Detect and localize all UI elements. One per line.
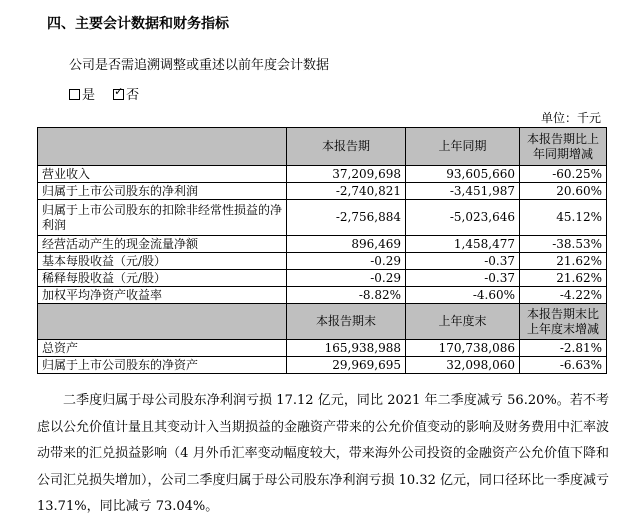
row-current: -8.82% (287, 287, 406, 304)
row-change: 45.12% (520, 200, 607, 236)
table-row (38, 166, 607, 183)
table2-header-prior: 上年度末 (406, 304, 520, 340)
row-current: 896,469 (287, 236, 406, 253)
row-prior: -5,023,646 (406, 200, 520, 236)
table2-header-change: 本报告期末比上年度末增减 (520, 304, 607, 340)
checkbox-unchecked-icon[interactable] (69, 89, 80, 100)
row-label: 基本每股收益（元/股） (38, 253, 287, 270)
row-label: 营业收入 (38, 166, 287, 183)
financial-table (37, 127, 607, 374)
row-label: 加权平均净资产收益率 (38, 287, 287, 304)
table2-header-blank (38, 304, 287, 340)
restatement-question: 公司是否需追溯调整或重述以前年度会计数据 (69, 58, 330, 73)
table-row (38, 253, 607, 270)
row-current: -0.29 (287, 253, 406, 270)
option-no-label: 否 (126, 88, 140, 103)
row-current: -2,740,821 (287, 183, 406, 200)
row-prior: -4.60% (406, 287, 520, 304)
table-row (38, 287, 607, 304)
footnote-paragraph: 二季度归属于母公司股东净利润亏损 17.12 亿元，同比 2021 年二季度减亏 56.20%。若不考虑以公允价值计量且其变动计入当期损益的金融资产带来的公允价值变动的影响及财务费用中汇率波动带来的汇兑损益影响（4 月外币汇率变动幅度较大，带来海外公司投资的金融资产公允价值下降和公司汇兑损失增加），公司二季度归属于母公司股东净利润亏损 10.32 亿元，同口径环比一季度减亏 13.71%，同比减亏 73.04%。 (37, 393, 610, 514)
checkbox-checked-icon[interactable] (113, 89, 124, 100)
row-current: 37,209,698 (287, 166, 406, 183)
row-change: 21.62% (520, 253, 607, 270)
table1-header-change: 本报告期比上年同期增减 (520, 128, 607, 166)
table1-header-current: 本报告期 (287, 128, 406, 166)
unit-label: 单位：千元 (541, 111, 602, 125)
row-prior: -0.37 (406, 253, 520, 270)
row-change: -60.25% (520, 166, 607, 183)
option-yes[interactable] (69, 88, 95, 103)
row-prior: 170,738,086 (406, 340, 520, 357)
table2-header-current: 本报告期末 (287, 304, 406, 340)
row-current: 165,938,988 (287, 340, 406, 357)
section-title: 四、主要会计数据和财务指标 (47, 16, 229, 32)
row-label: 归属于上市公司股东的净利润 (38, 183, 287, 200)
table1-header-blank (38, 128, 287, 166)
row-current: -2,756,884 (287, 200, 406, 236)
row-prior: 1,458,477 (406, 236, 520, 253)
row-prior: 32,098,060 (406, 357, 520, 374)
table2-header-row (38, 304, 607, 340)
row-change: 21.62% (520, 270, 607, 287)
row-label: 归属于上市公司股东的扣除非经常性损益的净利润 (38, 200, 287, 236)
row-prior: 93,605,660 (406, 166, 520, 183)
row-label: 总资产 (38, 340, 287, 357)
option-no[interactable] (113, 88, 139, 103)
table-row (38, 183, 607, 200)
table-row (38, 340, 607, 357)
table-row (38, 357, 607, 374)
row-current: -0.29 (287, 270, 406, 287)
table1-header-row (38, 128, 607, 166)
table-row (38, 200, 607, 236)
row-label: 经营活动产生的现金流量净额 (38, 236, 287, 253)
row-prior: -3,451,987 (406, 183, 520, 200)
option-yes-label: 是 (82, 88, 96, 103)
row-label: 稀释每股收益（元/股） (38, 270, 287, 287)
row-label: 归属于上市公司股东的净资产 (38, 357, 287, 374)
row-change: -38.53% (520, 236, 607, 253)
row-change: 20.60% (520, 183, 607, 200)
row-change: -4.22% (520, 287, 607, 304)
table-row (38, 236, 607, 253)
row-prior: -0.37 (406, 270, 520, 287)
row-change: -2.81% (520, 340, 607, 357)
row-current: 29,969,695 (287, 357, 406, 374)
table-row (38, 270, 607, 287)
restatement-options (69, 84, 153, 103)
table1-header-prior: 上年同期 (406, 128, 520, 166)
row-change: -6.63% (520, 357, 607, 374)
